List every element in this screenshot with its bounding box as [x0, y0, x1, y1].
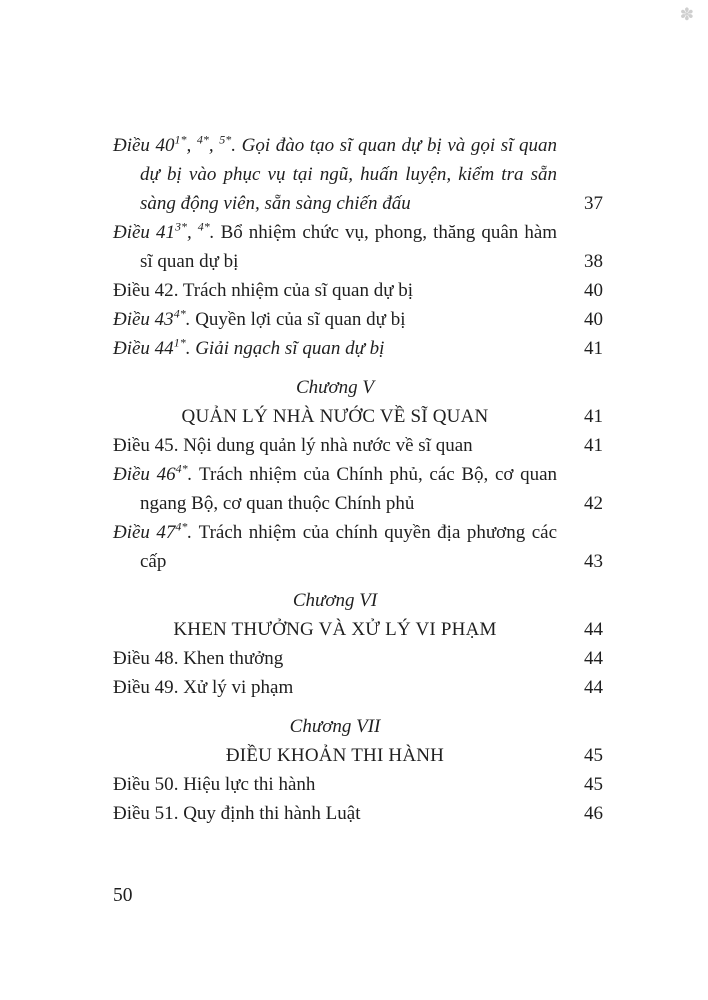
toc-entry-title: Xử lý vi phạm [183, 677, 294, 698]
toc-entry-text [113, 799, 557, 828]
footnote-superscript: 4* [175, 461, 188, 476]
toc-entry-text [113, 305, 557, 334]
chapter-title: QUẢN LÝ NHÀ NƯỚC VỀ SĨ QUAN [181, 406, 489, 427]
toc-entry [113, 334, 603, 363]
toc-entry [113, 644, 603, 673]
toc-entry-page-number: 46 [584, 803, 603, 824]
chapter-label: Chương VII [289, 716, 381, 737]
toc-chapter [113, 712, 603, 770]
chapter-title-row [113, 741, 603, 770]
toc-entry-page-number: 37 [584, 193, 603, 214]
footnote-superscript: 4* [173, 306, 186, 321]
toc-entry-title: Quy định thi hành Luật [183, 803, 361, 824]
toc-entry-text [113, 673, 557, 702]
chapter-page-number: 41 [584, 406, 603, 427]
footnote-superscript: 4* [196, 132, 209, 147]
toc-entry [113, 305, 603, 334]
toc-entry-title: Giải ngạch sĩ quan dự bị [195, 338, 385, 359]
toc-entry-title: Bổ nhiệm chức vụ, phong, thăng quân hàm sĩ quan dự bị [140, 222, 558, 272]
toc-entry-label: Điều 50. [113, 774, 184, 795]
toc-entry [113, 276, 603, 305]
toc-entry [113, 431, 603, 460]
toc-entry-page-number: 41 [584, 338, 603, 359]
toc-entry-page-number: 45 [584, 774, 603, 795]
chapter-page-number: 45 [584, 745, 603, 766]
toc-entry-text [113, 334, 557, 363]
toc-entry-text [113, 431, 557, 460]
chapter-label-row [113, 373, 603, 402]
toc-entry-text [113, 131, 557, 218]
toc-entry [113, 131, 603, 218]
toc-entry-page-number: 40 [584, 309, 603, 330]
chapter-title: ĐIỀU KHOẢN THI HÀNH [225, 745, 445, 766]
toc-entry [113, 770, 603, 799]
footnote-superscript: 4* [197, 219, 210, 234]
toc-entry [113, 799, 603, 828]
toc-entry-page-number: 40 [584, 280, 603, 301]
chapter-title-row [113, 402, 603, 431]
table-of-contents [113, 131, 603, 828]
toc-entry-page-number: 42 [584, 493, 603, 514]
footnote-superscript: 4* [175, 519, 188, 534]
toc-entry-page-number: 44 [584, 648, 603, 669]
toc-entry-label: Điều $46^{4*}$. [113, 461, 199, 485]
toc-entry-title: Trách nhiệm của sĩ quan dự bị [182, 280, 414, 301]
toc-entry-label: Điều 49. [113, 677, 184, 698]
toc-entry-title: Gọi đào tạo sĩ quan dự bị và gọi sĩ quan dự bị vào phục vụ tại ngũ, huấn luyện, kiểm tra sẵn sàng động viên, sẵn sàng chiến đấu [140, 135, 558, 214]
chapter-title: KHEN THƯỞNG VÀ XỬ LÝ VI PHẠM [173, 619, 497, 640]
toc-entry-text [113, 460, 557, 518]
toc-chapter [113, 373, 603, 431]
toc-entry-title: Trách nhiệm của Chính phủ, các Bộ, cơ quan ngang Bộ, cơ quan thuộc Chính phủ [140, 464, 558, 514]
toc-entry-title: Quyền lợi của sĩ quan dự bị [195, 309, 406, 330]
toc-entry-label: Điều $41^{3*}$, $^{4*}$. [113, 219, 221, 243]
toc-entry-label: Điều 51. [113, 803, 184, 824]
toc-entry-page-number: 38 [584, 251, 603, 272]
footnote-superscript: 3* [174, 219, 187, 234]
chapter-label-row [113, 586, 603, 615]
toc-entry-title: Nội dung quản lý nhà nước về sĩ quan [183, 435, 473, 456]
toc-entry-label: Điều $43^{4*}$. [113, 306, 196, 330]
toc-entry-title: Trách nhiệm của chính quyền địa phương các cấp [140, 522, 558, 572]
chapter-label: Chương VI [292, 590, 378, 611]
toc-entry-label: Điều 42. [113, 280, 183, 301]
toc-entry-title: Hiệu lực thi hành [183, 774, 316, 795]
toc-entry-text [113, 644, 557, 673]
toc-entry-label: Điều $40^{1*}$, $^{4*}$, $^{5*}$. [113, 132, 242, 156]
toc-entry [113, 218, 603, 276]
footnote-superscript: 5* [219, 132, 232, 147]
toc-entry-text [113, 276, 557, 305]
toc-entry-text [113, 518, 557, 576]
toc-entry-label: Điều $44^{1*}$. [113, 335, 196, 359]
chapter-page-number: 44 [584, 619, 603, 640]
footnote-superscript: 1* [173, 335, 186, 350]
chapter-label-row [113, 712, 603, 741]
chapter-title-row [113, 615, 603, 644]
toc-entry-label: Điều 48. [113, 648, 184, 669]
toc-entry-page-number: 43 [584, 551, 603, 572]
toc-entry [113, 460, 603, 518]
toc-entry-title: Khen thưởng [183, 648, 284, 669]
toc-entry-page-number: 44 [584, 677, 603, 698]
toc-entry-text [113, 218, 557, 276]
toc-entry [113, 673, 603, 702]
flower-ornament-icon: ✽ [679, 5, 694, 25]
toc-entry-text [113, 770, 557, 799]
toc-entry-label: Điều $47^{4*}$. [113, 519, 199, 543]
toc-entry-page-number: 41 [584, 435, 603, 456]
page-number-footer: 50 [113, 885, 133, 906]
chapter-label: Chương V [295, 377, 375, 398]
toc-chapter [113, 586, 603, 644]
toc-entry [113, 518, 603, 576]
footnote-superscript: 1* [174, 132, 187, 147]
toc-entry-label: Điều 45. [113, 435, 184, 456]
